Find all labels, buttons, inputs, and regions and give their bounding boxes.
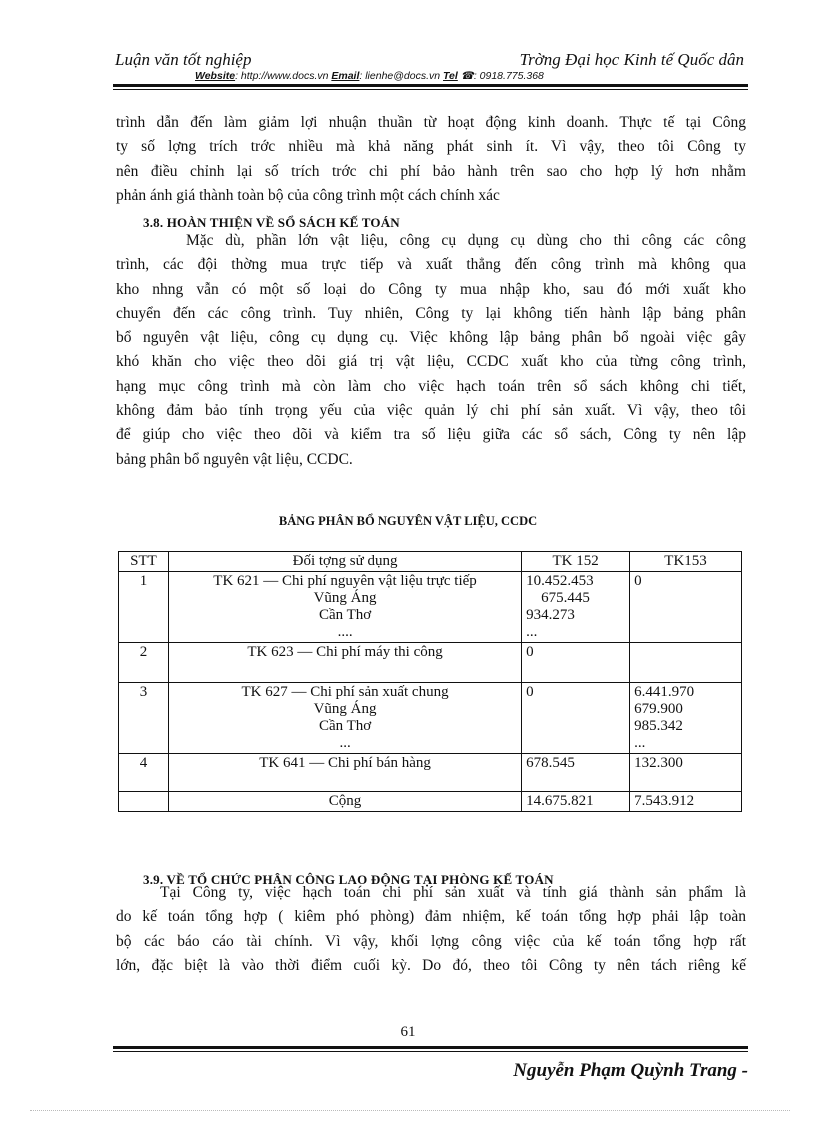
footer-author: Nguyễn Phạm Quỳnh Trang -	[513, 1060, 748, 1081]
paragraph-line: không đảm bảo tính trọng yếu của việc quản lý chi phí sản xuất. Vì vậy, theo tôi	[116, 402, 746, 420]
value-line: 10.452.453	[526, 573, 594, 589]
email-label: Email	[331, 70, 360, 82]
row-object	[168, 683, 521, 754]
row-object	[168, 572, 521, 643]
row-tk153	[630, 754, 742, 792]
value-line: ...	[526, 624, 538, 640]
row-object	[168, 643, 521, 683]
table-title: BẢNG PHÂN BỔ NGUYÊN VẬT LIỆU, CCDC	[278, 514, 538, 528]
object-line: TK 621 — Chi phí nguyên vật liệu trực tiếp	[213, 573, 477, 589]
tel-value: : 0918.775.368	[473, 70, 544, 82]
value-line: ...	[634, 735, 646, 751]
total-tk153: 7.543.912	[630, 792, 742, 812]
value-line: 985.342	[634, 718, 683, 734]
footer-rule-thin	[113, 1051, 748, 1052]
paragraph-line: Tại Công ty, việc hạch toán chi phí sản xuất và tính giá thành sản phẩm là	[160, 884, 746, 901]
header-rule-thick	[113, 84, 748, 87]
header-stt: STT	[119, 552, 169, 572]
section-3-8-heading: 3.8. HOÀN THIỆN VỀ SỔ SÁCH KẾ TOÁN	[143, 215, 400, 230]
table-header-row	[119, 552, 742, 572]
paragraph-line: chuyển đến các công trình. Tuy nhiên, Công ty lại không tiến hành lập bảng phân	[116, 304, 746, 322]
table-row	[119, 754, 742, 792]
value-line: 0	[634, 573, 642, 589]
row-tk153	[630, 572, 742, 643]
object-line: ....	[337, 624, 353, 640]
footer-rule-thick	[113, 1046, 748, 1049]
row-stt: 3	[119, 683, 169, 754]
paragraph-line: khó khăn cho việc theo dõi giá trị vật liệu, CCDC xuất kho của từng công trình,	[116, 353, 746, 371]
section-3-9-heading: 3.9. VỀ TỔ CHỨC PHÂN CÔNG LAO ĐỘNG TẠI PHÒNG KẾ TOÁN	[143, 872, 554, 887]
header-university: Trờng Đại học Kinh tế Quốc dân	[519, 50, 744, 69]
table-total-row	[119, 792, 742, 812]
email-value[interactable]: : lienhe@docs.vn	[359, 70, 441, 82]
row-tk153	[630, 643, 742, 683]
object-line: ...	[339, 735, 351, 751]
section-3-8-paragraph	[116, 229, 746, 472]
value-line: 0	[526, 644, 534, 660]
allocation-table	[118, 551, 742, 812]
paragraph-line: trình, các đội thờng mua trực tiếp và xuất thẳng đến công trình mà không qua	[116, 256, 746, 274]
header-object: Đối tợng sử dụng	[168, 552, 521, 572]
row-tk152	[522, 643, 630, 683]
intro-line: nên điều chỉnh lại số trích trớc chi phí bảo hành trên sao cho hợp lý hơn nhằm	[116, 162, 746, 180]
table-row	[119, 572, 742, 643]
paragraph-line: bảng phân bổ nguyên vật liệu, CCDC.	[116, 450, 353, 468]
paragraph-line: kho nhng vẫn có một số loại do Công ty mua nhập kho, sau đó mới xuất kho	[116, 280, 746, 298]
section-3-9-paragraph	[116, 881, 746, 978]
value-line: 675.445	[541, 590, 590, 606]
header-tk152: TK 152	[522, 552, 630, 572]
paragraph-line: hạng mục công trình mà còn làm cho việc hạch toán trên sổ sách không chi tiết,	[116, 377, 746, 395]
intro-line: trình dẫn đến làm giảm lợi nhuận thuần từ hoạt động kinh doanh. Thực tế tại Công	[116, 114, 746, 131]
website-value[interactable]: : http://www.docs.vn	[235, 70, 329, 82]
row-tk153	[630, 683, 742, 754]
total-stt	[119, 792, 169, 812]
row-tk152	[522, 754, 630, 792]
paragraph-line: lớn, đặc biệt là vào thời điểm cuối kỳ. Do đó, theo tôi Công ty nên tách riêng kế	[116, 956, 746, 974]
header-tk153: TK153	[630, 552, 742, 572]
paragraph-line: do kế toán tổng hợp ( kiêm phó phòng) đảm nhiệm, kế toán tổng hợp phải lập toàn	[116, 908, 746, 926]
row-object	[168, 754, 521, 792]
intro-paragraph	[116, 111, 746, 208]
paragraph-line: để giúp cho việc theo dõi và kiểm tra số liệu giữa các sổ sách, Công ty nên lập	[116, 426, 746, 444]
object-line: Cần Thơ	[318, 718, 372, 734]
website-label: Website	[195, 70, 236, 82]
value-line: 6.441.970	[634, 684, 695, 700]
row-tk152	[522, 683, 630, 754]
row-stt: 2	[119, 643, 169, 683]
total-tk152: 14.675.821	[522, 792, 630, 812]
object-line: Cần Thơ	[318, 607, 372, 623]
value-line: 679.900	[634, 701, 683, 717]
object-line: TK 627 — Chi phí sản xuất chung	[241, 684, 449, 700]
object-line: Vũng Áng	[313, 590, 377, 606]
row-stt: 4	[119, 754, 169, 792]
intro-line: phản ánh giá thành toàn bộ của công trình một cách chính xác	[116, 186, 500, 204]
table-row	[119, 683, 742, 754]
object-line: TK 641 — Chi phí bán hàng	[259, 755, 431, 771]
object-line: TK 623 — Chi phí máy thi công	[247, 644, 443, 660]
value-line: 934.273	[526, 607, 575, 623]
table-row	[119, 643, 742, 683]
phone-icon: ☎	[460, 70, 474, 82]
value-line: 132.300	[634, 755, 683, 771]
row-stt: 1	[119, 572, 169, 643]
header-rule-thin	[113, 89, 748, 90]
header-contact-line	[195, 70, 544, 82]
intro-line: ty số lợng trích trớc nhiều mà khả năng phát sinh ít. Vì vậy, theo tôi Công ty	[116, 138, 746, 156]
value-line: 0	[526, 684, 534, 700]
paragraph-line: bộ các báo cáo tài chính. Vì vậy, khối lợng công việc của kế toán tổng hợp rất	[116, 932, 746, 950]
page-bottom-dotted-border	[30, 1110, 790, 1111]
paragraph-line: Mặc dù, phần lớn vật liệu, công cụ dụng cụ dùng cho thi công các công	[186, 232, 746, 249]
header-thesis-title: Luận văn tốt nghiệp	[115, 50, 252, 69]
object-line: Vũng Áng	[313, 701, 377, 717]
page-number: 61	[400, 1024, 416, 1040]
row-tk152	[522, 572, 630, 643]
total-label: Cộng	[168, 792, 521, 812]
value-line: 678.545	[526, 755, 575, 771]
paragraph-line: bổ nguyên vật liệu, công cụ dụng cụ. Việc không lập bảng phân bổ ngoài việc gây	[116, 329, 746, 347]
tel-label: Tel	[443, 70, 458, 82]
